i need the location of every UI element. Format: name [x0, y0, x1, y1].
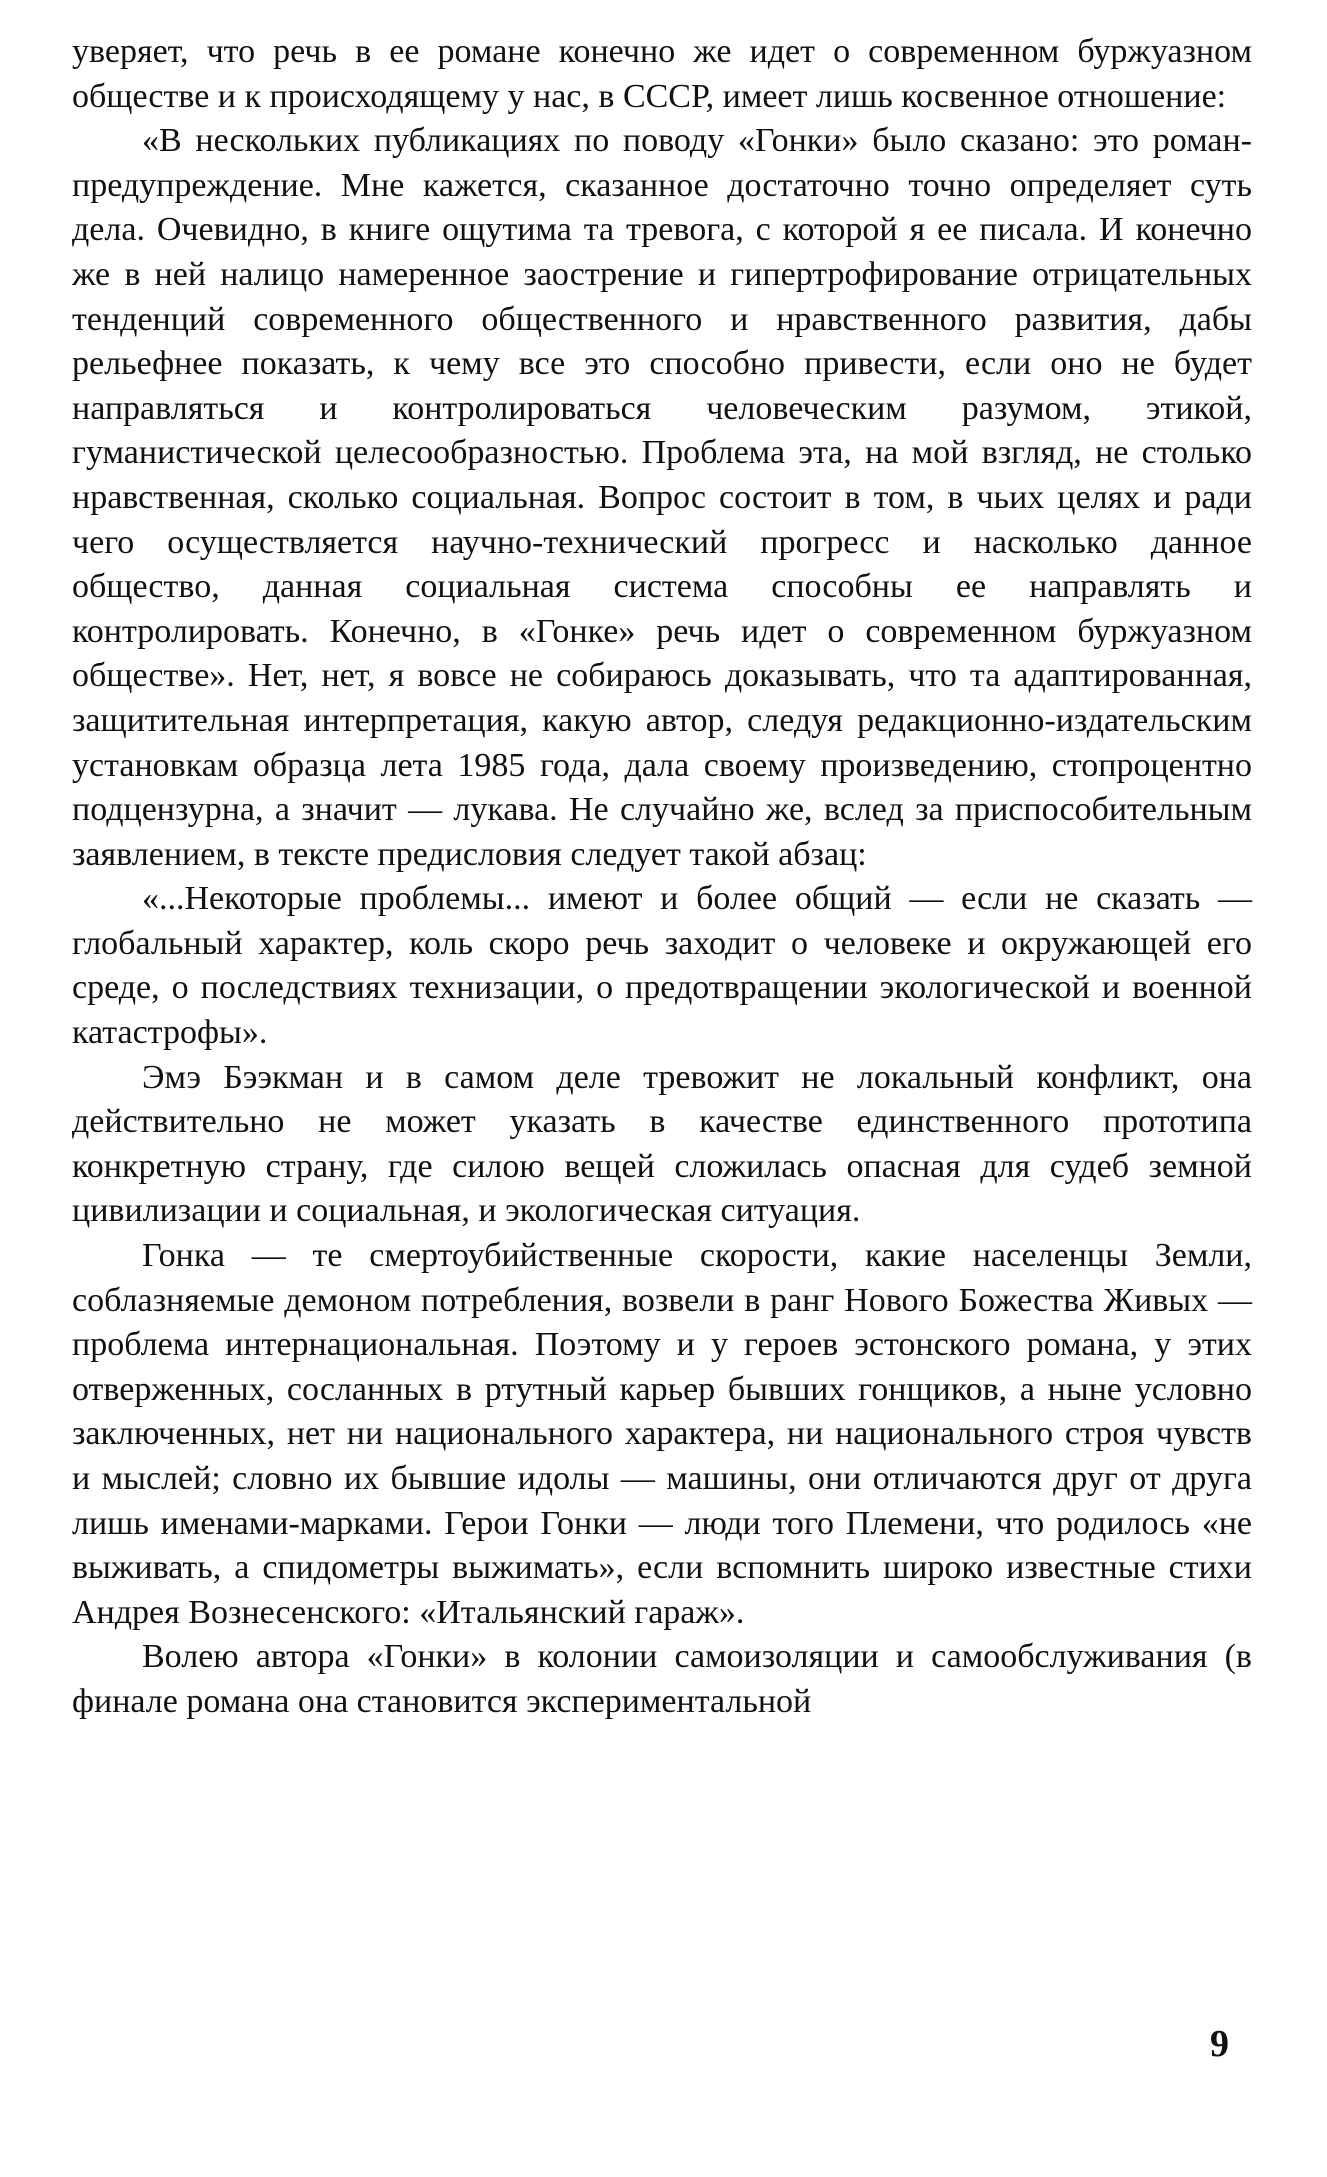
paragraph-2: «В нескольких публикациях по поводу «Гонки» было сказано: это роман-предупреждение. Мне кажется, сказанное достаточно точно определяет суть дела. Очевидно, в книге ощутима та тревога, с которой я ее писала. И конечно же в ней налицо намеренное заострение и гипертрофирование отрицательных тенденций современного общественного и нравственного развития, дабы рельефнее показать, к чему все это способно привести, если оно не будет направляться и контролироваться человеческим разумом, этикой, гуманистической целесообразностью. Проблема эта, на мой взгляд, не столько нравственная, сколько социальная. Вопрос состоит в том, в чьих целях и ради чего осуществляется научно-технический прогресс и насколько данное общество, данная социальная система способны ее направлять и контролировать. Конечно, в «Гонке» речь идет о современном буржуазном обществе». Нет, нет, я вовсе не собираюсь доказывать, что та адаптированная, защитительная интерпретация, какую автор, следуя редакционно-издательским установкам образца лета 1985 года, дала своему произведению, стопроцентно подцензурна, а значит — лукава. Не случайно же, вслед за приспособительным заявлением, в тексте предисловия следует такой абзац:: [72, 122, 1252, 873]
page-number: 9: [1210, 2023, 1229, 2065]
paragraph-5: Гонка — те смертоубийственные скорости, какие населенцы Земли, соблазняемые демоном потребления, возвели в ранг Нового Божества Живых — проблема интернациональная. Поэтому и у героев эстонского романа, у этих отверженных, сосланных в ртутный карьер бывших гонщиков, а ныне условно заключенных, нет ни национального характера, ни национального строя чувств и мыслей; словно их бывшие идолы — машины, они отличаются друг от друга лишь именами-марками. Герои Гонки — люди того Племени, что родилось «не выживать, а спидометры выжимать», если вспомнить широко известные стихи Андрея Вознесенского: «Итальянский гараж».: [72, 1237, 1252, 1631]
paragraph-6: Волею автора «Гонки» в колонии самоизоляции и самообслуживания (в финале романа она становится экспериментальной: [72, 1638, 1252, 1720]
page-body: [72, 30, 1252, 1725]
paragraph-1: уверяет, что речь в ее романе конечно же идет о современном буржуазном обществе и к происходящему у нас, в СССР, имеет лишь косвенное отношение:: [72, 33, 1252, 115]
paragraph-4: Эмэ Бээкман и в самом деле тревожит не локальный конфликт, она действительно не может указать в качестве единственного прототипа конкретную страну, где силою вещей сложилась опасная для судеб земной цивилизации и социальная, и экологическая ситуация.: [72, 1058, 1252, 1230]
paragraph-3: «...Некоторые проблемы... имеют и более общий — если не сказать — глобальный характер, коль скоро речь заходит о человеке и окружающей его среде, о последствиях технизации, о предотвращении экологической и военной катастрофы».: [72, 880, 1252, 1052]
